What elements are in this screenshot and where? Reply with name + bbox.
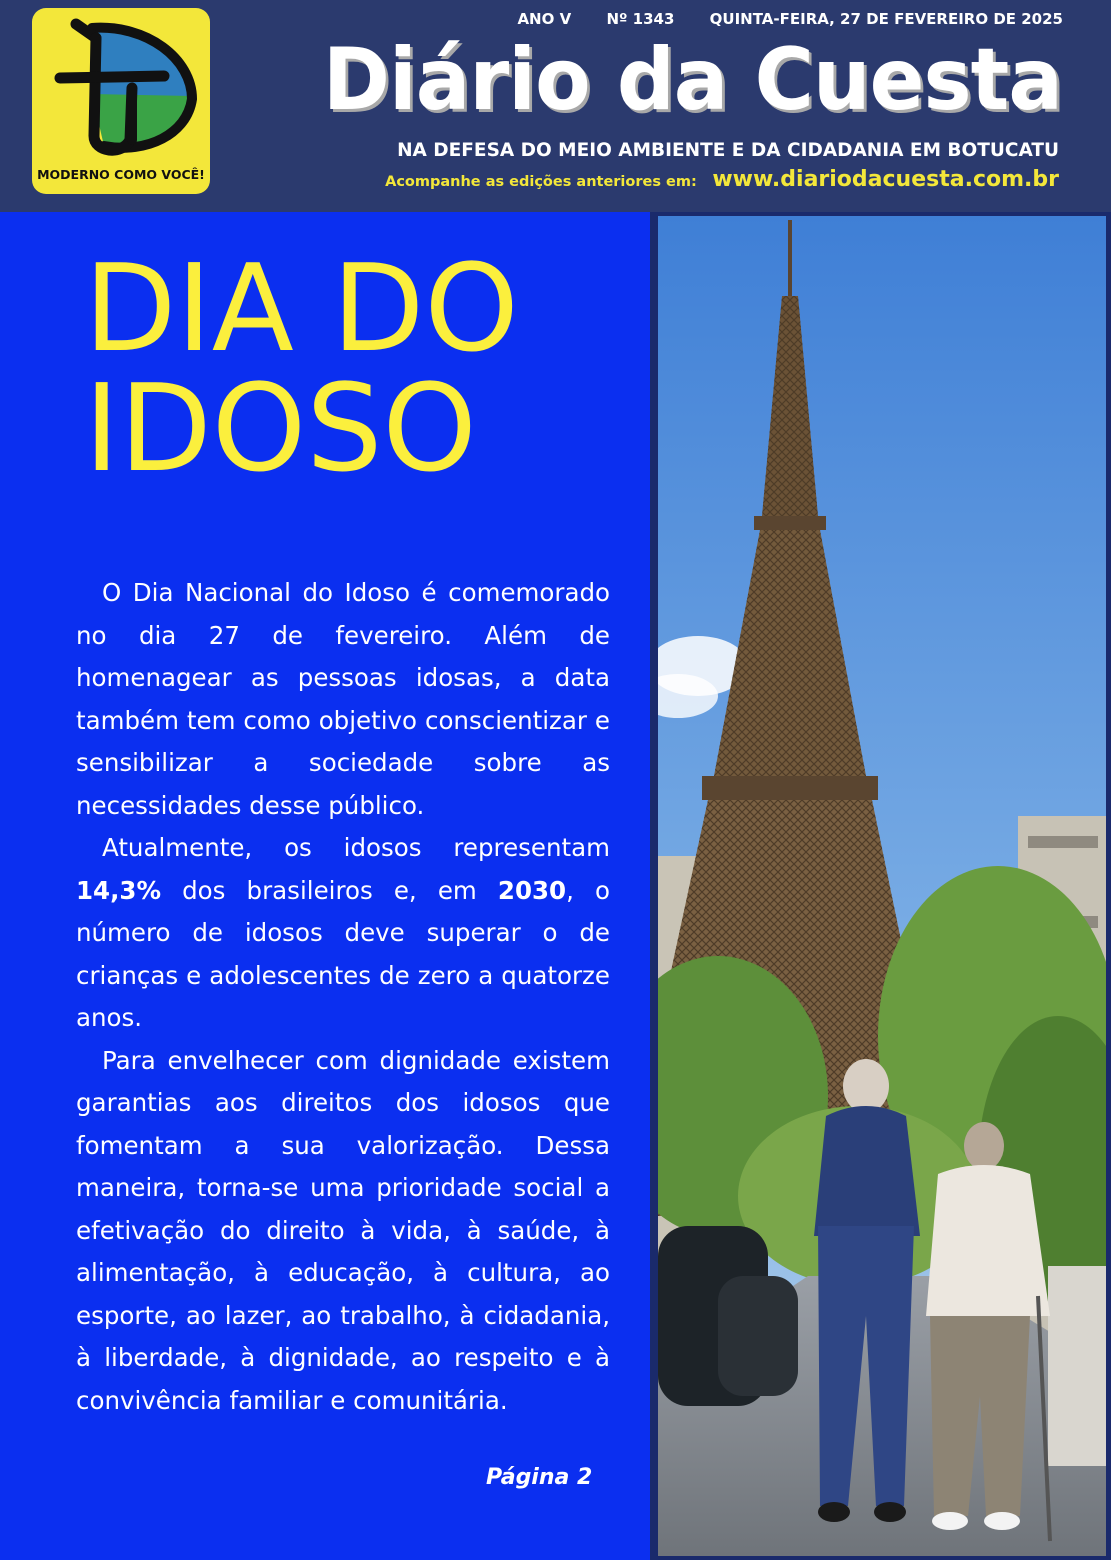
eiffel-tower-photo-icon: [658, 216, 1106, 1556]
logo: [32, 8, 210, 194]
archive-line: [385, 167, 1059, 192]
stat-percent: 14,3%: [76, 875, 161, 905]
edition-year: ANO V: [517, 10, 572, 28]
paragraph-1: O Dia Nacional do Idoso é comemorado no dia 27 de fevereiro. Além de homenagear as pessoas idosas, a data também tem como objetivo conscientizar e sensibilizar a sociedade sobre as necessidades desse público.: [76, 578, 610, 820]
headline-line-1: DIA DO: [84, 240, 519, 379]
masthead: [0, 0, 1111, 212]
issue-line: [517, 10, 1063, 28]
stat-year: 2030: [497, 875, 567, 905]
page-reference-link[interactable]: Página 2: [486, 1465, 593, 1490]
headline-line-2: IDOSO: [84, 360, 477, 499]
issue-number: Nº 1343: [606, 10, 675, 28]
paragraph-2: Atualmente, os idosos representam 14,3% dos brasileiros e, em 2030, o número de idosos deve superar o de crianças e adolescentes de zero a quatorze anos.: [76, 833, 610, 1032]
tagline: NA DEFESA DO MEIO AMBIENTE E DA CIDADANIA EM BOTUCATU: [397, 140, 1059, 161]
archive-url-link[interactable]: www.diariodacuesta.com.br: [712, 167, 1059, 192]
article-body: [76, 572, 610, 1422]
logo-mark-icon: [52, 14, 202, 164]
newspaper-title: Diário da Cuesta: [322, 30, 1063, 130]
cover-photo: [658, 216, 1106, 1556]
archive-label: Acompanhe as edições anteriores em:: [385, 174, 697, 190]
paragraph-3: Para envelhecer com dignidade existem garantias aos direitos dos idosos que fomentam a sua valorização. Dessa maneira, torna-se uma prioridade social a efetivação do direito à vida, à saúde, à alimentação, à educação, à cultura, ao esporte, ao lazer, ao trabalho, à cidadania, à liberdade, à dignidade, ao respeito e à convivência familiar e comunitária.: [76, 1045, 610, 1415]
issue-date: QUINTA-FEIRA, 27 DE FEVEREIRO DE 2025: [709, 10, 1063, 28]
logo-slogan: MODERNO COMO VOCÊ!: [37, 167, 205, 182]
headline: [84, 240, 644, 499]
